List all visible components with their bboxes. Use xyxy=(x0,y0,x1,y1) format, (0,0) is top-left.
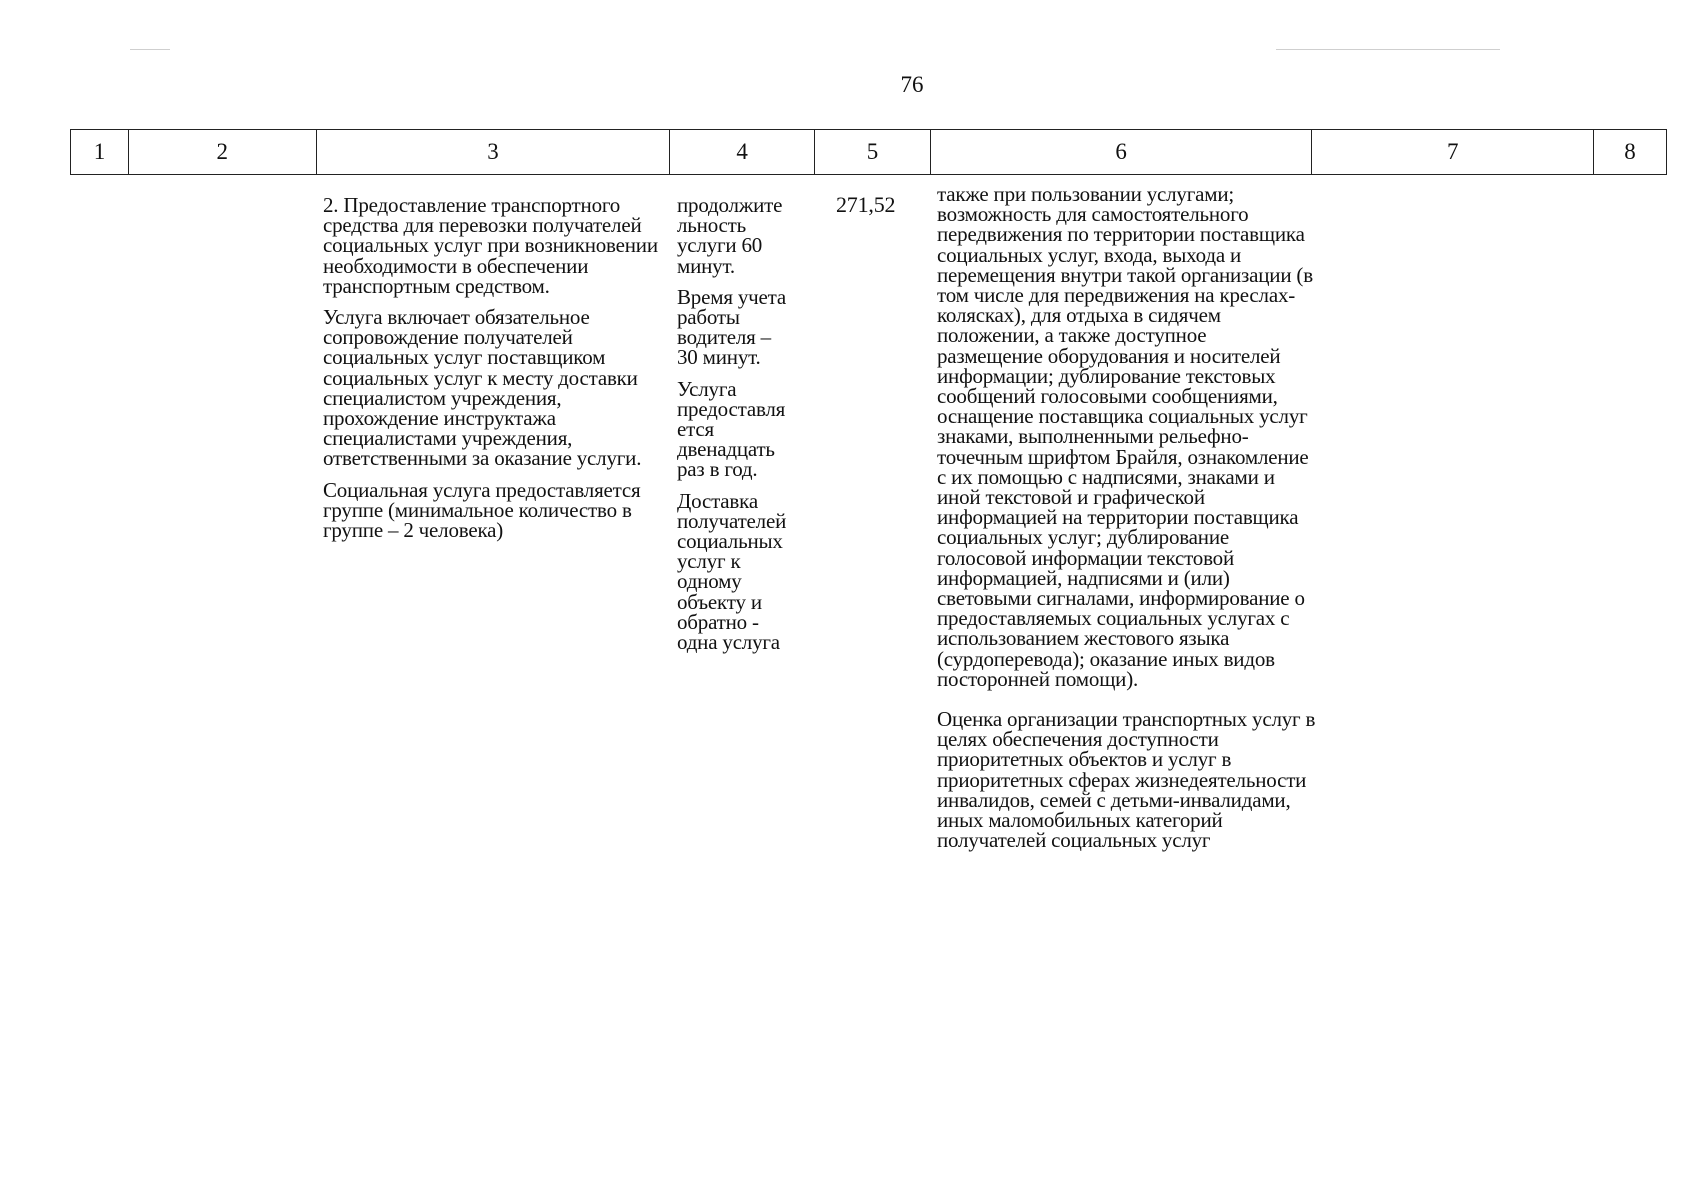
header-cell-3: 3 xyxy=(317,130,671,174)
table-header-row xyxy=(70,129,1667,175)
service-includes-paragraph: Услуга включает обязательное сопровождение получателей социальных услуг поставщиком социальных услуг к месту доставки специалистом учреждения, прохождение инструктажа специалистами учреждения, ответственными за оказание услуги. xyxy=(323,305,642,471)
page-number-text: 76 xyxy=(900,72,924,97)
cell-quality-indicators xyxy=(937,184,1317,871)
accessibility-paragraph: также при пользовании услугами; возможность для самостоятельного передвижения по территории поставщика социальных услуг, входа, выхода и перемещения внутри такой организации (в том числе для передвижения на креслах-колясках), для отдыха в сидячем положении, а также доступное размещение оборудования и носителей информации; дублирование текстовых сообщений голосовыми сообщениями, оснащение поставщика социальных услуг знаками, выполненными рельефно-точечным шрифтом Брайля, ознакомление с их помощью с надписями, знаками и иной текстовой и графической информацией на территории поставщика социальных услуг; дублирование голосовой информации текстовой информацией, надписями и (или) световыми сигналами, информирование о предоставляемых социальных услугах с использованием жестового языка (сурдоперевода); оказание иных видов посторонней помощи). xyxy=(937,182,1313,691)
header-cell-2: 2 xyxy=(129,130,317,174)
service-group-paragraph: Социальная услуга предоставляется группе (минимальное количество в группе – 2 человека) xyxy=(323,477,641,543)
header-cell-8: 8 xyxy=(1624,139,1636,164)
scan-artifact xyxy=(1276,49,1500,50)
header-cell-6: 6 xyxy=(931,130,1313,174)
scan-artifact xyxy=(130,49,170,50)
service-name-paragraph: 2. Предоставление транспортного средства для перевозки получателей социальных услуг при возникновении необходимости в обеспечении транспортным средством. xyxy=(323,193,658,298)
driver-time-paragraph: Время учета работы водителя – 30 минут. xyxy=(677,284,786,370)
frequency-paragraph: Услуга предоставля ется двенадцать раз в год. xyxy=(677,376,786,482)
header-cell-5: 5 xyxy=(815,130,931,174)
header-cell-1: 1 xyxy=(71,130,129,174)
header-cell-7: 7 xyxy=(1312,130,1594,174)
cell-service-description xyxy=(323,195,663,551)
duration-paragraph: продолжите льность услуги 60 минут. xyxy=(677,193,783,278)
page-number xyxy=(0,72,1701,98)
delivery-paragraph: Доставка получателей социальных услуг к одному объекту и обратно - одна услуга xyxy=(677,488,787,655)
evaluation-paragraph: Оценка организации транспортных услуг в целях обеспечения доступности приоритетных объектов и услуг в приоритетных сферах жизнедеятельности инвалидов, семей с детьми-инвалидами, иных маломобильных категорий получателей социальных услуг xyxy=(937,707,1316,853)
header-cell-4: 4 xyxy=(670,130,815,174)
cell-tariff: 271,52 xyxy=(836,192,896,217)
cell-service-volume xyxy=(677,195,817,663)
